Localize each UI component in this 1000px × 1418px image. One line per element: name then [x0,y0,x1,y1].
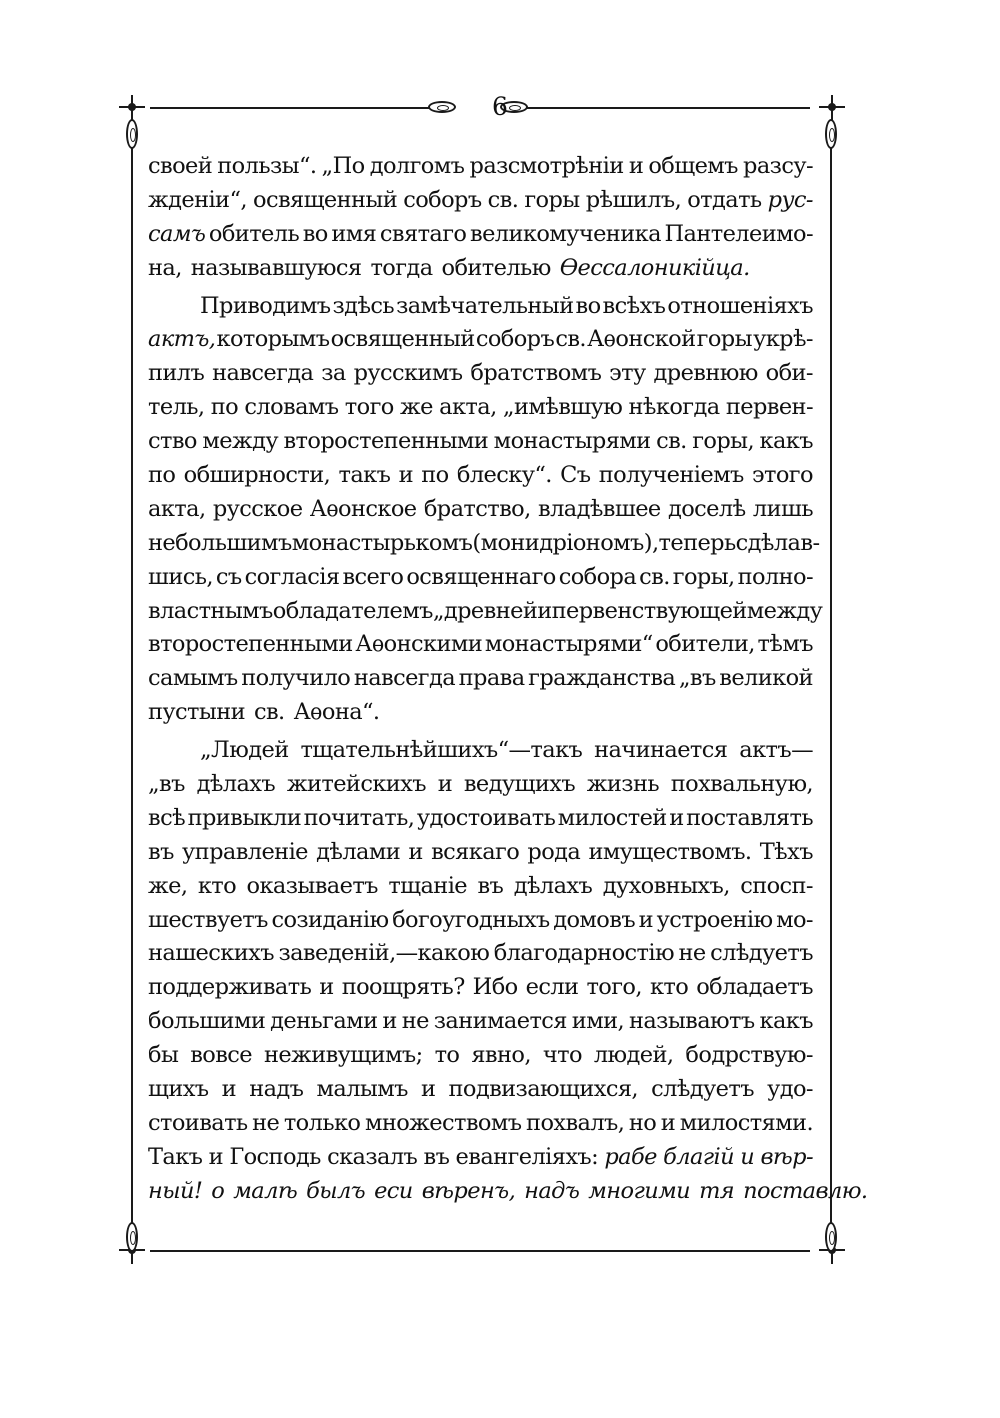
word: домовъ [553,906,636,933]
word: здѣсь [332,292,395,319]
word: только [283,1109,361,1136]
word: дѣлахъ [196,771,276,798]
word: бы [148,1042,179,1069]
word: надъ [249,1076,304,1103]
word: русскимъ [353,360,463,387]
word: по [210,394,239,421]
word: нѣкогда [628,394,720,421]
text-line [148,768,813,802]
word: нашескихъ [148,940,274,967]
word: за [321,360,346,387]
word: шись, [148,563,213,590]
word: властнымъ [148,597,273,624]
word: большими [148,1008,266,1035]
paragraph [148,150,813,286]
text-line [148,459,813,493]
text-line [148,734,813,768]
word: (монидріономъ), [472,529,659,556]
word: слѣдуетъ [710,940,813,967]
text-line [148,252,813,286]
word: богоугодныхъ [392,906,550,933]
word: управленіе [182,838,308,865]
word: сказалъ [327,1143,418,1170]
body-text [148,150,868,1209]
word: всѣхъ [602,292,666,319]
word: тя [699,1177,735,1204]
word: что [542,1042,582,1069]
text-line [148,150,813,184]
word: Аѳонское [309,495,417,522]
word: „имѣвшую [502,394,623,421]
word: рода [527,838,581,865]
page-number: 6 [492,92,508,121]
word: ими, [571,1008,625,1035]
word: житейскихъ [286,771,426,798]
text-line [148,662,813,696]
word: Аѳона“. [293,699,380,726]
word: такъ [338,462,391,489]
word: евангеліяхъ: [455,1143,599,1170]
word: „По [321,153,365,179]
word: тогда [370,254,433,281]
word: и [740,1143,755,1170]
word: вѣр- [760,1143,813,1170]
word: монастырями“ [484,631,653,658]
text-line [148,184,813,218]
word: тщаніе [388,872,468,899]
word: о [211,1177,225,1204]
word: кто [197,872,237,899]
side-ornament-left-top [126,119,138,149]
word: братствомъ [470,360,602,387]
word: самымъ [148,665,238,692]
word: рабе [604,1143,657,1170]
word: полученіемъ [598,462,744,489]
text-line [148,493,813,527]
word: великомученика [470,220,661,247]
word: заведеній,—какою [278,940,490,967]
word: того [344,394,394,421]
word: щихъ [148,1076,209,1103]
word: удостоивать [416,804,556,831]
word: св. [487,186,519,213]
word: называютъ [628,1008,755,1035]
word: того, [586,974,642,1001]
word: мо- [776,906,813,933]
word: согласія [244,563,340,590]
word: освященный [330,326,475,353]
word: не [678,940,706,967]
word: и [420,1076,436,1103]
word: духовныхъ, [602,872,730,899]
word: и [669,804,684,831]
word: гражданства [528,665,676,692]
word: не [252,1109,280,1136]
word: освященнаго [406,563,556,590]
word: кто [649,974,689,1001]
word: же [400,394,433,421]
word: во [575,292,601,319]
word: и [221,1076,237,1103]
word: теперь [658,529,736,556]
text-line [148,1107,813,1141]
word: похвальную, [670,771,813,798]
side-ornament-right-bottom [825,1222,837,1252]
word: обители, [655,631,755,658]
word: милостей [557,804,667,831]
word: бодрствую- [685,1042,813,1069]
word: соборъ [475,326,555,353]
word: первен- [725,394,813,421]
word: второстепенными [283,428,489,455]
word: и [638,906,654,933]
word: вѣренъ, [421,1177,516,1204]
frame-bottom-line [150,1250,810,1252]
text-line [148,971,813,1005]
word: и [398,462,413,489]
word: освященный [253,186,398,213]
word: полно- [737,563,813,590]
word: и [628,153,644,179]
word: какъ [759,1008,813,1035]
word: словамъ [244,394,339,421]
word: древнюю [653,360,758,387]
word: благій [663,1143,735,1170]
word: акта, [439,394,497,421]
word: блеску“. [456,462,552,489]
word: удо- [767,1076,813,1103]
word: „въ [148,771,185,798]
text-line [148,1039,813,1073]
word: оби- [765,360,813,387]
word: между [202,428,278,455]
word: поставлю. [743,1177,868,1204]
word: тель, [148,394,205,421]
word: Ѳессалоникійца. [559,254,750,281]
text-line [148,696,813,730]
frame-right-line [830,140,832,1225]
word: дѣлахъ [513,872,593,899]
word: начинается [594,737,728,764]
word: укрѣ- [753,326,813,353]
text-line [148,836,813,870]
text-line [148,802,813,836]
text-line [148,290,813,324]
word: надъ [524,1177,580,1204]
word: навсегда [353,665,456,692]
word: пользы“. [217,153,317,179]
word: былъ [306,1177,366,1204]
word: занимается [433,1008,567,1035]
word: общемъ [648,153,738,179]
word: созиданію [271,906,389,933]
word: не [401,1008,429,1035]
word: но [628,1109,657,1136]
paragraph [148,734,868,1208]
word: тѣмъ [757,631,813,658]
word: оказываетъ [246,872,378,899]
word: слѣдуетъ [651,1076,754,1103]
word: отношеніяхъ [667,292,813,319]
word: замѣчательный [396,292,574,319]
word: ведущихъ [463,771,576,798]
text-line [148,218,813,252]
word: въ [423,1143,450,1170]
word: горы, [672,563,735,590]
word: многими [588,1177,691,1204]
text-line [148,527,820,561]
text-line [148,904,813,938]
word: вовсе [190,1042,253,1069]
word: актъ, [148,326,216,353]
word: обширности, [183,462,331,489]
word: и [660,1109,676,1136]
word: милостями. [679,1109,813,1136]
word: разсмотрѣніи [469,153,624,179]
word: жденіи“, [148,186,247,213]
word: и [437,771,453,798]
paragraph [148,290,823,731]
text-line [148,870,813,904]
word: въ [148,838,174,865]
side-ornament-right-top [825,119,837,149]
word: „въ [678,665,716,692]
word: обладаетъ [696,974,813,1001]
word: шествуетъ [148,906,268,933]
word: съ [215,563,242,590]
word: Такъ [148,1143,203,1170]
word: собора [558,563,637,590]
word: обителью [441,254,551,281]
word: стоивать [148,1109,248,1136]
word: Аѳонской [587,326,696,353]
word: акта, [148,495,206,522]
word: св. [639,563,670,590]
word: то [434,1042,460,1069]
word: во [302,220,328,247]
word: же, [148,872,188,899]
word: и [382,1008,397,1035]
word: отдать [687,186,762,213]
text-line [148,937,813,971]
word: горы [524,186,580,213]
word: имуществомъ. [588,838,752,865]
text-line [148,1175,868,1209]
word: Приводимъ [200,292,331,319]
word: русское [212,495,303,522]
word: второстепенными [148,631,353,658]
text-line [148,391,813,425]
word: всѣ [148,804,186,831]
word: привыкли [187,804,302,831]
word: братство, [423,495,531,522]
word: самъ [148,220,206,247]
word: „Людей [200,737,289,764]
word: Аѳонскими [355,631,483,658]
text-line [148,323,813,357]
word: всякаго [431,838,520,865]
word: горы, [692,428,755,455]
word: первенствующей [551,597,747,624]
word: и [537,597,552,624]
word: соборъ [403,186,482,213]
word: св. [656,428,687,455]
word: подвизающихся, [448,1076,638,1103]
word: ный! [148,1177,203,1204]
word: неживущимъ; [263,1042,423,1069]
word: и [408,838,423,865]
word: деньгами [270,1008,378,1035]
word: поощрять? [341,974,465,1001]
word: своей [148,153,213,179]
word: малымъ [316,1076,408,1103]
word: обладателемъ [272,597,433,624]
text-line [148,1073,813,1107]
word: великой [719,665,813,692]
word: устроенію [656,906,773,933]
word: Тѣхъ [759,838,813,865]
text-line [148,1141,813,1175]
word: называвшуюся [190,254,362,281]
word: и [208,1143,224,1170]
word: горы [696,326,752,353]
word: рѣшилъ, [585,186,682,213]
word: и [319,974,334,1001]
word: святаго [379,220,467,247]
word: эту [609,360,646,387]
text-line [148,561,813,595]
text-line [148,425,813,459]
word: сдѣлав- [735,529,820,556]
word: монастырькомъ [291,529,473,556]
word: обитель [208,220,300,247]
word: на, [148,254,182,281]
word: имя [331,220,377,247]
word: разсу- [743,153,813,179]
word: „древней [432,597,538,624]
word: св. [555,326,586,353]
word: которымъ [216,326,330,353]
word: если [525,974,579,1001]
word: долгомъ [369,153,465,179]
word: рус- [767,186,813,213]
word: людей, [593,1042,674,1069]
word: по [148,462,176,489]
word: похвалъ, [526,1109,625,1136]
side-ornament-left-bottom [126,1222,138,1252]
word: Съ [560,462,591,489]
word: актъ— [739,737,813,764]
word: благодарностію [493,940,674,967]
word: права [458,665,525,692]
word: между [746,597,823,624]
text-line [148,595,823,629]
word: множествомъ [364,1109,522,1136]
word: всего [342,563,404,590]
word: Пантелеимо- [664,220,813,247]
word: доселѣ [667,495,746,522]
word: въ [477,872,504,899]
word: явно, [471,1042,531,1069]
word: спосп- [740,872,813,899]
word: поддерживать [148,974,312,1001]
word: Господь [229,1143,321,1170]
word: св. [253,699,285,726]
text-line [148,357,813,391]
word: по [421,462,449,489]
word: поставлять [686,804,813,831]
word: дѣлами [316,838,401,865]
word: небольшимъ [148,529,292,556]
word: жизнь [586,771,660,798]
frame-left-line [131,140,133,1225]
word: пилъ [148,360,205,387]
word: монастырями [493,428,651,455]
word: пустыни [148,699,245,726]
word: этого [752,462,813,489]
word: навсегда [212,360,314,387]
word: лишь [752,495,813,522]
word: владѣвшее [538,495,661,522]
word: Ибо [472,974,518,1001]
word: ство [148,428,197,455]
word: малѣ [233,1177,298,1204]
word: еси [374,1177,413,1204]
word: какъ [759,428,813,455]
text-line [148,628,813,662]
word: почитать, [303,804,415,831]
text-line [148,1005,813,1039]
word: тщательнѣйшихъ“—такъ [300,737,583,764]
word: получило [241,665,351,692]
